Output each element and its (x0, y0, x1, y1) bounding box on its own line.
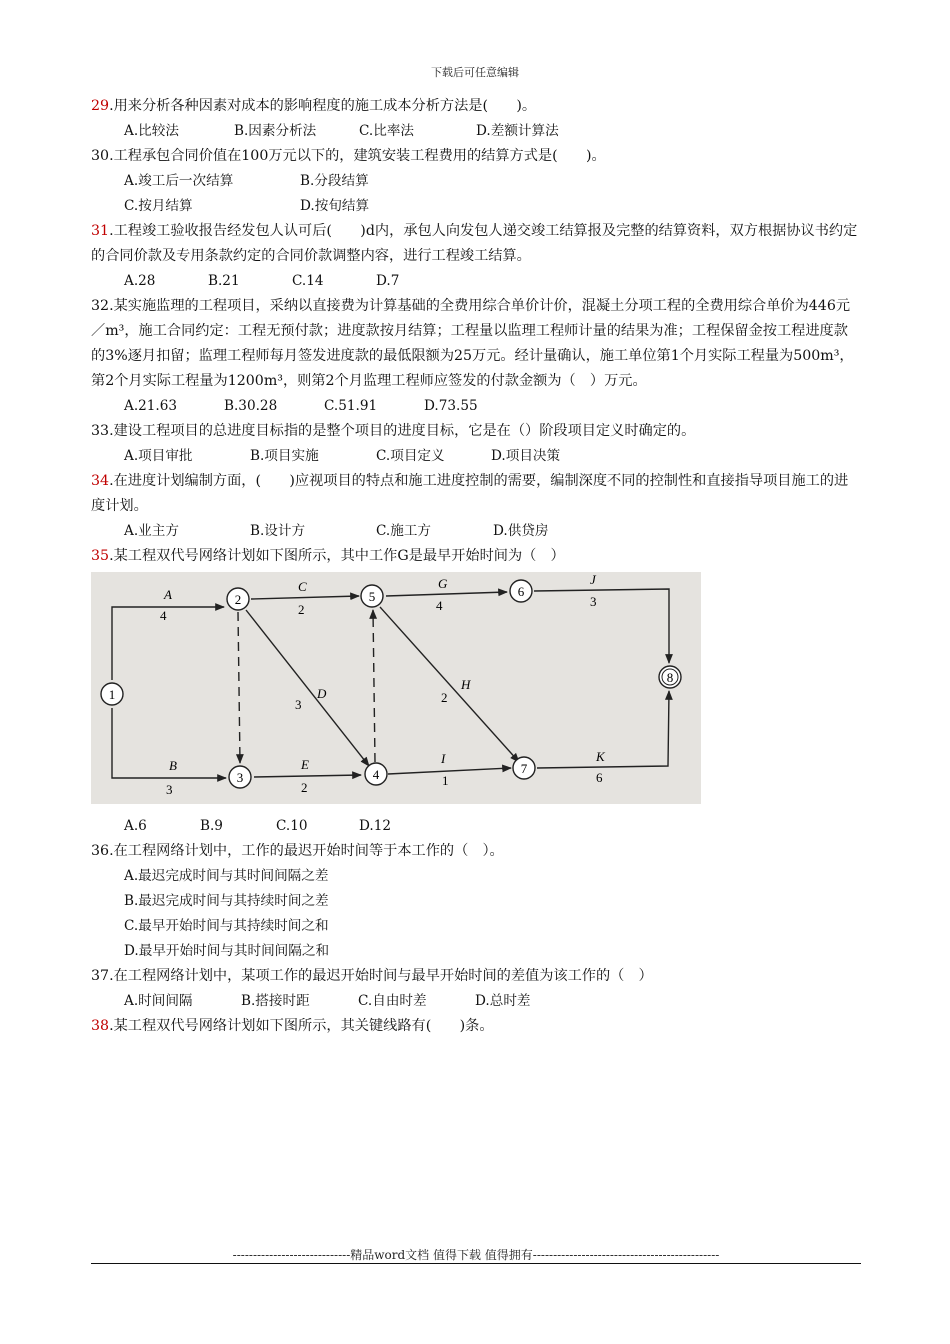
arrow-d (246, 610, 369, 766)
question-number: 38 (91, 1018, 110, 1034)
question-36-option-d-row (91, 939, 861, 964)
question-text: .工程竣工验收报告经发包人认可后( )d内，承包人向发包人递交竣工结算报及完整的结算资料，双方根据协议书约定的合同价款及专用条款约定的合同价款调整内容，进行工程竣工结算。 (91, 223, 858, 264)
option-a: A.竣工后一次结算 (124, 173, 234, 189)
question-text: .某工程双代号网络计划如下图所示，其关键线路有( )条。 (109, 1018, 494, 1034)
question-29 (91, 94, 861, 119)
node-labels (109, 584, 674, 785)
question-30-options (91, 169, 861, 194)
question-number: 30 (91, 148, 110, 164)
question-31 (91, 219, 861, 269)
activity-d-duration: 3 (295, 697, 302, 712)
activity-a-name: A (164, 587, 172, 602)
question-38 (91, 1014, 861, 1039)
question-37-options (91, 989, 861, 1014)
question-text: .用来分析各种因素对成本的影响程度的施工成本分析方法是( )。 (109, 98, 537, 114)
option-c: C.比率法 (359, 123, 415, 139)
question-32 (91, 294, 861, 394)
option-d: D.12 (359, 818, 392, 834)
node-5-label: 5 (368, 589, 376, 604)
option-b: B.21 (208, 273, 240, 289)
arrow-h (380, 607, 519, 762)
option-d: D.73.55 (424, 398, 478, 414)
question-33-options (91, 444, 861, 469)
question-35 (91, 544, 861, 569)
option-a: A.21.63 (124, 398, 178, 414)
option-d: D.按旬结算 (300, 198, 370, 214)
question-35-options (91, 814, 861, 839)
network-diagram-svg (91, 572, 701, 804)
arrow-c (251, 596, 359, 599)
option-b: B.分段结算 (300, 173, 369, 189)
activity-k-duration: 6 (596, 770, 603, 785)
activity-a-duration: 4 (160, 608, 167, 623)
question-32-options (91, 394, 861, 419)
activity-e-name: E (301, 757, 309, 772)
node-4-label: 4 (372, 767, 380, 782)
activity-h-duration: 2 (441, 690, 448, 705)
question-number: 33 (91, 423, 110, 439)
question-text: .在工程网络计划中，工作的最迟开始时间等于本工作的（ ）。 (109, 843, 504, 859)
network-nodes (101, 580, 681, 788)
activity-i-name: I (441, 751, 446, 766)
arrow-a (112, 607, 224, 680)
option-b: B.因素分析法 (234, 123, 317, 139)
activity-b-duration: 3 (166, 782, 173, 797)
option-a: A.6 (124, 818, 147, 834)
activity-e-duration: 2 (301, 780, 308, 795)
activity-k-name: K (596, 749, 605, 764)
question-34 (91, 469, 861, 519)
option-c: C.项目定义 (376, 448, 445, 464)
node-3-label: 3 (236, 770, 244, 785)
option-c: C.最早开始时间与其持续时间之和 (124, 918, 329, 934)
option-a: A.项目审批 (124, 448, 193, 464)
network-diagram (91, 572, 701, 804)
activity-j-duration: 3 (590, 594, 597, 609)
option-a: A.时间间隔 (124, 993, 193, 1009)
question-number: 32 (91, 298, 110, 314)
question-number: 37 (91, 968, 110, 984)
option-d: D.供贷房 (493, 523, 549, 539)
question-36 (91, 839, 861, 864)
option-c: C.51.91 (324, 398, 378, 414)
question-30-options-row2 (91, 194, 861, 219)
option-a: A.业主方 (124, 523, 179, 539)
option-d: D.最早开始时间与其时间间隔之和 (124, 943, 330, 959)
arrow-dummy-4-5 (373, 610, 375, 762)
option-b: B.30.28 (224, 398, 278, 414)
question-number: 31 (91, 223, 110, 239)
option-c: C.施工方 (376, 523, 432, 539)
activity-b-name: B (169, 758, 177, 773)
question-36-option-a-row (91, 864, 861, 889)
question-36-option-c-row (91, 914, 861, 939)
option-d: D.差额计算法 (476, 123, 559, 139)
option-b: B.9 (200, 818, 223, 834)
option-b: B.项目实施 (250, 448, 319, 464)
question-text: .某实施监理的工程项目，采纳以直接费为计算基础的全费用综合单价计价，混凝土分项工程的全费用综合单价为446元／m³，施工合同约定：工程无预付款；进度款按月结算；工程量以监理工程师计量的结果为准；工程保留金按工程进度款的3%逐月扣留；监理工程师每月签发进度款的最低限额为25万元。经计量确认，施工单位第1个月实际工程量为500m³，第2个月实际工程量为1200m³，则第2个月监理工程师应签发的付款金额为（ ）万元。 (91, 298, 854, 389)
question-number: 36 (91, 843, 110, 859)
arrow-j (534, 589, 669, 663)
question-number: 35 (91, 548, 110, 564)
arrow-e (254, 775, 361, 777)
activity-h-name: H (461, 677, 471, 692)
activity-c-name: C (298, 579, 307, 594)
node-6-label: 6 (517, 584, 525, 599)
footer-rule (91, 1263, 861, 1264)
question-30 (91, 144, 861, 169)
option-c: C.按月结算 (124, 198, 193, 214)
arrow-i (388, 768, 511, 774)
activity-g-duration: 4 (436, 598, 443, 613)
question-number: 34 (91, 473, 110, 489)
option-d: D.项目决策 (491, 448, 561, 464)
question-text: .某工程双代号网络计划如下图所示，其中工作G是最早开始时间为（ ） (109, 548, 565, 564)
question-34-options (91, 519, 861, 544)
question-text: .在工程网络计划中，某项工作的最迟开始时间与最早开始时间的差值为该工作的（ ） (109, 968, 653, 984)
question-37 (91, 964, 861, 989)
question-29-options (91, 119, 861, 144)
option-b: B.最迟完成时间与其持续时间之差 (124, 893, 329, 909)
question-text: .工程承包合同价值在100万元以下的，建筑安装工程费用的结算方式是( )。 (109, 148, 606, 164)
activity-d-name: D (317, 686, 327, 701)
node-7-label: 7 (520, 761, 528, 776)
activity-i-duration: 1 (442, 773, 449, 788)
arrow-dummy-2-3 (238, 612, 240, 763)
activity-j-name: J (590, 572, 596, 587)
question-36-option-b-row (91, 889, 861, 914)
question-31-options (91, 269, 861, 294)
option-b: B.设计方 (250, 523, 306, 539)
node-8-label: 8 (666, 670, 674, 685)
activity-g-name: G (438, 576, 448, 591)
option-c: C.14 (292, 273, 324, 289)
option-d: D.总时差 (475, 993, 531, 1009)
page-footer: -----------------------------精品word文档 值得下载 值得拥有---------------------------------------------- (232, 1248, 720, 1262)
option-b: B.搭接时距 (241, 993, 310, 1009)
option-c: C.自由时差 (358, 993, 427, 1009)
question-text: .建设工程项目的总进度目标指的是整个项目的进度目标，它是在（）阶段项目定义时确定的。 (109, 423, 696, 439)
option-a: A.比较法 (124, 123, 179, 139)
page-header: 下载后可任意编辑 (431, 66, 519, 79)
node-2-label: 2 (234, 592, 242, 607)
option-a: A.最迟完成时间与其时间间隔之差 (124, 868, 329, 884)
option-d: D.7 (376, 273, 400, 289)
question-33 (91, 419, 861, 444)
option-c: C.10 (276, 818, 308, 834)
activity-c-duration: 2 (298, 602, 305, 617)
option-a: A.28 (124, 273, 156, 289)
document-body (91, 94, 861, 1039)
question-number: 29 (91, 98, 110, 114)
node-1-label: 1 (108, 687, 116, 702)
arrow-g (386, 592, 507, 596)
question-text: .在进度计划编制方面，( )应视项目的特点和施工进度控制的需要，编制深度不同的控制性和直接指导项目施工的进度计划。 (91, 473, 849, 514)
